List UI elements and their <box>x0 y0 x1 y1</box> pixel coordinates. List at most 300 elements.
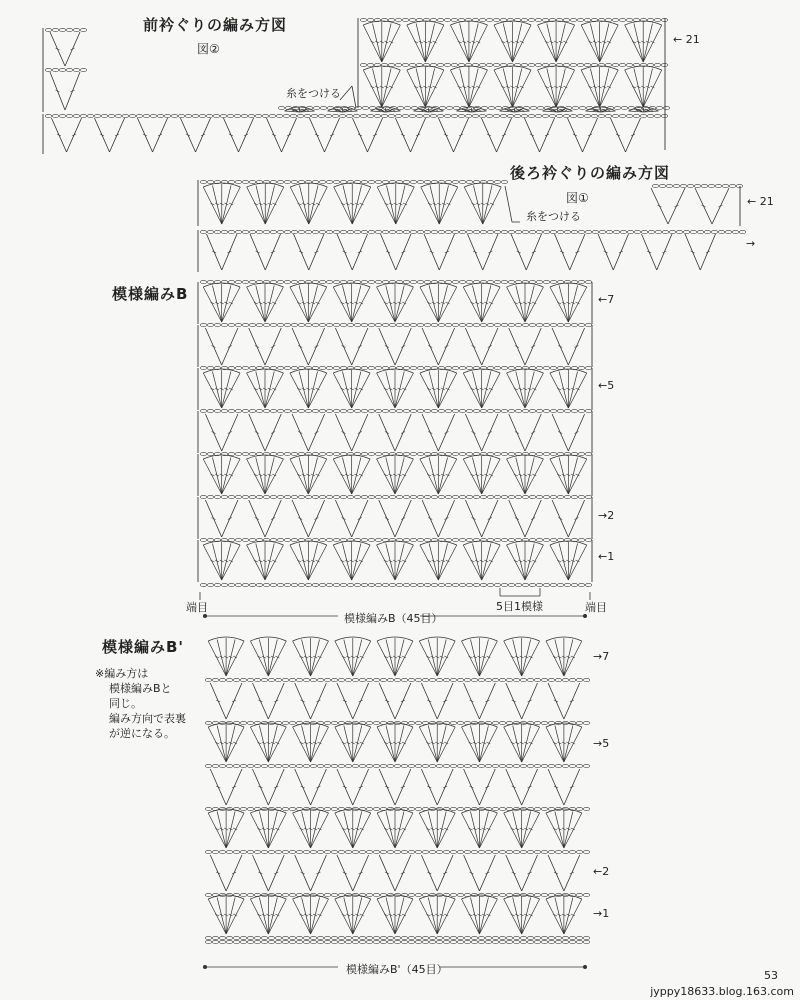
chain-stitch <box>480 230 486 233</box>
chain-stitch <box>284 180 290 183</box>
chain-stitch <box>536 323 542 326</box>
chain-stitch <box>354 409 360 412</box>
chain-stitch <box>550 323 556 326</box>
chain-stitch <box>501 180 507 183</box>
chain-stitch <box>361 280 367 283</box>
chain-stitch <box>368 323 374 326</box>
chain-stitch <box>492 940 498 943</box>
chain-stitch <box>296 764 302 767</box>
chain-stitch <box>654 63 660 66</box>
chain-stitch <box>466 230 472 233</box>
chain-stitch <box>362 106 368 109</box>
chain-stitch <box>319 409 325 412</box>
fan-stitch <box>341 203 345 205</box>
chain-stitch <box>277 366 283 369</box>
chain-stitch <box>213 114 219 117</box>
chain-stitch <box>338 764 344 767</box>
chain-stitch <box>226 940 232 943</box>
chain-stitch <box>219 850 225 853</box>
chain-stitch <box>298 323 304 326</box>
fan-stitch <box>482 545 500 580</box>
chain-stitch <box>326 583 332 586</box>
chain-stitch <box>340 409 346 412</box>
fan-stitch <box>437 727 455 762</box>
chain-stitch <box>214 323 220 326</box>
chain-stitch <box>228 280 234 283</box>
chain-stitch <box>199 114 205 117</box>
fan-stitch <box>226 641 244 676</box>
chain-stitch <box>278 106 284 109</box>
fan-stitch <box>525 459 543 494</box>
fan-stitch <box>468 914 472 916</box>
chain-stitch <box>563 63 569 66</box>
chain-stitch <box>536 409 542 412</box>
chain-stitch <box>80 114 86 117</box>
chain-stitch <box>277 538 283 541</box>
chain-stitch <box>207 583 213 586</box>
chain-stitch <box>340 583 346 586</box>
chain-stitch <box>500 18 506 21</box>
chain-stitch <box>282 850 288 853</box>
chain-stitch <box>501 538 507 541</box>
chain-stitch <box>578 583 584 586</box>
chain-stitch <box>403 230 409 233</box>
chain-stitch <box>326 280 332 283</box>
chain-stitch <box>577 114 583 117</box>
chain-stitch <box>515 495 521 498</box>
chain-stitch <box>249 495 255 498</box>
chain-stitch <box>464 764 470 767</box>
chain-stitch <box>417 495 423 498</box>
fan-stitch <box>300 742 304 744</box>
chain-stitch <box>228 366 234 369</box>
chain-stitch <box>507 114 513 117</box>
chain-stitch <box>410 583 416 586</box>
chain-stitch <box>268 764 274 767</box>
fan-stitch <box>297 388 301 390</box>
chain-stitch <box>276 114 282 117</box>
chain-stitch <box>501 583 507 586</box>
chain-stitch <box>585 538 591 541</box>
chain-stitch <box>584 114 590 117</box>
chain-stitch <box>366 850 372 853</box>
chain-stitch <box>466 495 472 498</box>
chain-stitch <box>585 280 591 283</box>
chain-stitch <box>200 280 206 283</box>
front-collar-title: 前衿ぐりの編み方図 <box>143 16 288 34</box>
chain-stitch <box>206 114 212 117</box>
fan-stitch <box>297 560 301 562</box>
chain-stitch <box>360 114 366 117</box>
chain-stitch <box>240 764 246 767</box>
chain-stitch <box>452 538 458 541</box>
chain-stitch <box>543 409 549 412</box>
chain-stitch <box>492 678 498 681</box>
chain-stitch <box>338 850 344 853</box>
chain-stitch <box>375 583 381 586</box>
chain-stitch <box>227 114 233 117</box>
chain-stitch <box>284 280 290 283</box>
chain-stitch <box>499 940 505 943</box>
chain-stitch <box>284 230 290 233</box>
chain-stitch <box>409 18 415 21</box>
chain-stitch <box>394 850 400 853</box>
chain-stitch <box>536 366 542 369</box>
chain-stitch <box>501 452 507 455</box>
chain-stitch <box>541 721 547 724</box>
chain-stitch <box>368 538 374 541</box>
chain-stitch <box>326 230 332 233</box>
fan-stitch <box>458 86 462 88</box>
chain-stitch <box>513 940 519 943</box>
chain-stitch <box>424 366 430 369</box>
chain-stitch <box>381 114 387 117</box>
chain-stitch <box>305 583 311 586</box>
chain-stitch <box>228 180 234 183</box>
chain-stitch <box>576 764 582 767</box>
chain-stitch <box>555 850 561 853</box>
chain-stitch <box>457 936 463 939</box>
fan-stitch <box>550 459 568 494</box>
chain-stitch <box>304 114 310 117</box>
pattern-b2-row7: →7 <box>593 650 610 663</box>
chain-stitch <box>283 114 289 117</box>
chain-stitch <box>479 114 485 117</box>
chain-stitch <box>485 940 491 943</box>
chain-stitch <box>333 409 339 412</box>
chain-stitch <box>445 366 451 369</box>
chain-stitch <box>277 180 283 183</box>
fan-stitch <box>479 641 497 676</box>
chain-stitch <box>317 850 323 853</box>
chain-stitch <box>108 114 114 117</box>
chain-stitch <box>687 184 693 187</box>
fan-stitch <box>352 187 370 224</box>
chain-stitch <box>564 409 570 412</box>
fan-stitch <box>514 474 518 476</box>
chain-stitch <box>479 63 485 66</box>
fan-stitch <box>463 459 481 494</box>
chain-stitch <box>466 280 472 283</box>
chain-stitch <box>585 583 591 586</box>
fan-stitch <box>247 287 265 322</box>
fan-stitch <box>463 373 481 408</box>
chain-stitch <box>424 409 430 412</box>
chain-stitch <box>530 106 536 109</box>
chain-stitch <box>520 940 526 943</box>
chain-stitch <box>487 452 493 455</box>
chain-stitch <box>459 495 465 498</box>
chain-stitch <box>235 280 241 283</box>
back-collar-figure: 図① <box>566 191 589 205</box>
chain-stitch <box>450 850 456 853</box>
chain-stitch <box>387 850 393 853</box>
chain-stitch <box>324 936 330 939</box>
chain-stitch <box>459 452 465 455</box>
chain-stitch <box>521 63 527 66</box>
fan-stitch <box>462 899 480 934</box>
chain-stitch <box>382 180 388 183</box>
chain-stitch <box>247 807 253 810</box>
chain-stitch <box>200 538 206 541</box>
chain-stitch <box>499 807 505 810</box>
chain-stitch <box>515 323 521 326</box>
chain-stitch <box>207 409 213 412</box>
fan-stitch <box>222 545 240 580</box>
pattern-b-width-label: 模様編みB（45目） <box>340 610 447 626</box>
chain-stitch <box>360 18 366 21</box>
chain-stitch <box>415 678 421 681</box>
chain-stitch <box>205 721 211 724</box>
fan-stitch <box>254 560 258 562</box>
chain-stitch <box>249 409 255 412</box>
chain-stitch <box>445 495 451 498</box>
chain-stitch <box>242 180 248 183</box>
chain-stitch <box>415 893 421 896</box>
chain-stitch <box>73 28 79 31</box>
chain-stitch <box>576 936 582 939</box>
chain-stitch <box>403 366 409 369</box>
chain-stitch <box>388 63 394 66</box>
chain-stitch <box>396 583 402 586</box>
fan-stitch <box>568 459 586 494</box>
fan-stitch <box>414 41 418 43</box>
chain-stitch <box>401 936 407 939</box>
chain-stitch <box>298 409 304 412</box>
chain-stitch <box>45 68 51 71</box>
fan-stitch <box>438 459 456 494</box>
fan-stitch <box>564 899 582 934</box>
fan-stitch <box>470 560 474 562</box>
chain-stitch <box>212 678 218 681</box>
fan-stitch <box>550 373 568 408</box>
chain-stitch <box>429 940 435 943</box>
fan-stitch <box>479 727 497 762</box>
chain-stitch <box>354 583 360 586</box>
chain-stitch <box>282 764 288 767</box>
chain-stitch <box>550 583 556 586</box>
chain-stitch <box>401 678 407 681</box>
chain-stitch <box>515 230 521 233</box>
fan-stitch <box>311 813 329 848</box>
chain-stitch <box>212 936 218 939</box>
chain-stitch <box>466 366 472 369</box>
chain-stitch <box>212 940 218 943</box>
chain-stitch <box>394 678 400 681</box>
chain-stitch <box>408 678 414 681</box>
fan-stitch <box>470 474 474 476</box>
chain-stitch <box>319 180 325 183</box>
pattern-b2-width-label: 模様編みB'（45目） <box>342 961 452 977</box>
chain-stitch <box>500 63 506 66</box>
fan-stitch <box>384 474 388 476</box>
chain-stitch <box>457 678 463 681</box>
chain-stitch <box>437 63 443 66</box>
chain-stitch <box>240 936 246 939</box>
chain-stitch <box>59 68 65 71</box>
chain-stitch <box>444 63 450 66</box>
chain-stitch <box>284 323 290 326</box>
chain-stitch <box>661 114 667 117</box>
chain-stitch <box>402 18 408 21</box>
chain-stitch <box>402 63 408 66</box>
fan-stitch <box>504 899 522 934</box>
chain-stitch <box>270 230 276 233</box>
fan-stitch <box>395 641 413 676</box>
chain-stitch <box>247 893 253 896</box>
chain-stitch <box>375 409 381 412</box>
chain-stitch <box>255 114 261 117</box>
chain-stitch <box>543 323 549 326</box>
chain-stitch <box>522 409 528 412</box>
chain-stitch <box>508 538 514 541</box>
chain-stitch <box>528 63 534 66</box>
chain-stitch <box>284 495 290 498</box>
chain-stitch <box>317 678 323 681</box>
fan-stitch <box>469 70 488 107</box>
chain-stitch <box>396 230 402 233</box>
pattern-b2-row2: ←2 <box>593 865 610 878</box>
fan-stitch <box>342 742 346 744</box>
chain-stitch <box>451 114 457 117</box>
chain-stitch <box>367 114 373 117</box>
chain-stitch <box>458 114 464 117</box>
chain-stitch <box>256 583 262 586</box>
fan-stitch <box>203 545 221 580</box>
fan-stitch <box>419 641 437 676</box>
chain-stitch <box>373 678 379 681</box>
fan-stitch <box>438 373 456 408</box>
fan-stitch <box>420 287 438 322</box>
chain-stitch <box>562 850 568 853</box>
chain-stitch <box>277 452 283 455</box>
fan-stitch <box>353 727 371 762</box>
chain-stitch <box>466 323 472 326</box>
fan-stitch <box>335 813 353 848</box>
chain-stitch <box>262 114 268 117</box>
chain-stitch <box>282 807 288 810</box>
chain-stitch <box>478 678 484 681</box>
chain-stitch <box>520 678 526 681</box>
chain-stitch <box>485 678 491 681</box>
chain-stitch <box>417 180 423 183</box>
chain-stitch <box>583 940 589 943</box>
chain-stitch <box>445 323 451 326</box>
chain-stitch <box>619 114 625 117</box>
fan-stitch <box>600 25 619 62</box>
pattern-b-row2: →2 <box>598 509 615 522</box>
chain-stitch <box>571 230 577 233</box>
chain-stitch <box>459 180 465 183</box>
chain-stitch <box>621 106 627 109</box>
chain-stitch <box>417 409 423 412</box>
chain-stitch <box>374 114 380 117</box>
chain-stitch <box>438 409 444 412</box>
fan-stitch <box>426 828 430 830</box>
chain-stitch <box>562 764 568 767</box>
chain-stitch <box>333 583 339 586</box>
chain-stitch <box>550 366 556 369</box>
chain-stitch <box>416 114 422 117</box>
chain-stitch <box>310 936 316 939</box>
fan-stitch <box>265 373 283 408</box>
fan-stitch <box>511 742 515 744</box>
chain-stitch <box>289 940 295 943</box>
chain-stitch <box>361 409 367 412</box>
chain-stitch <box>701 184 707 187</box>
chain-stitch <box>263 230 269 233</box>
chain-stitch <box>557 409 563 412</box>
chain-stitch <box>333 366 339 369</box>
chain-stitch <box>235 538 241 541</box>
fan-stitch <box>557 474 561 476</box>
fan-stitch <box>222 287 240 322</box>
chain-stitch <box>233 764 239 767</box>
chain-stitch <box>226 678 232 681</box>
fan-stitch <box>333 373 351 408</box>
fan-stitch <box>421 187 439 224</box>
chain-stitch <box>452 409 458 412</box>
chain-stitch <box>171 114 177 117</box>
chain-stitch <box>324 893 330 896</box>
fan-stitch <box>625 70 644 107</box>
chain-stitch <box>408 850 414 853</box>
chain-stitch <box>577 63 583 66</box>
chain-stitch <box>291 409 297 412</box>
chain-stitch <box>557 230 563 233</box>
chain-stitch <box>375 180 381 183</box>
chain-stitch <box>240 807 246 810</box>
fan-stitch <box>311 641 329 676</box>
fan-stitch <box>419 727 437 762</box>
chain-stitch <box>375 366 381 369</box>
chain-stitch <box>270 323 276 326</box>
chain-stitch <box>508 366 514 369</box>
chain-stitch <box>242 366 248 369</box>
fan-stitch <box>438 545 456 580</box>
chain-stitch <box>436 940 442 943</box>
fan-stitch <box>342 656 346 658</box>
chain-stitch <box>338 940 344 943</box>
chain-stitch <box>522 495 528 498</box>
chain-stitch <box>242 538 248 541</box>
fan-stitch <box>268 727 286 762</box>
chain-stitch <box>324 678 330 681</box>
chain-stitch <box>535 114 541 117</box>
chain-stitch <box>422 764 428 767</box>
chain-stitch <box>453 106 459 109</box>
chain-stitch <box>663 106 669 109</box>
chain-stitch <box>207 538 213 541</box>
chain-stitch <box>275 764 281 767</box>
chain-stitch <box>422 936 428 939</box>
chain-stitch <box>254 850 260 853</box>
fan-stitch <box>215 656 219 658</box>
chain-stitch <box>317 936 323 939</box>
chain-stitch <box>249 452 255 455</box>
chain-stitch <box>542 114 548 117</box>
chain-stitch <box>473 323 479 326</box>
chain-stitch <box>248 114 254 117</box>
chain-stitch <box>240 678 246 681</box>
fan-stitch <box>553 742 557 744</box>
chain-stitch <box>207 323 213 326</box>
chain-stitch <box>466 583 472 586</box>
chain-stitch <box>494 230 500 233</box>
fan-stitch <box>407 25 426 62</box>
chain-stitch <box>228 323 234 326</box>
chain-stitch <box>233 940 239 943</box>
